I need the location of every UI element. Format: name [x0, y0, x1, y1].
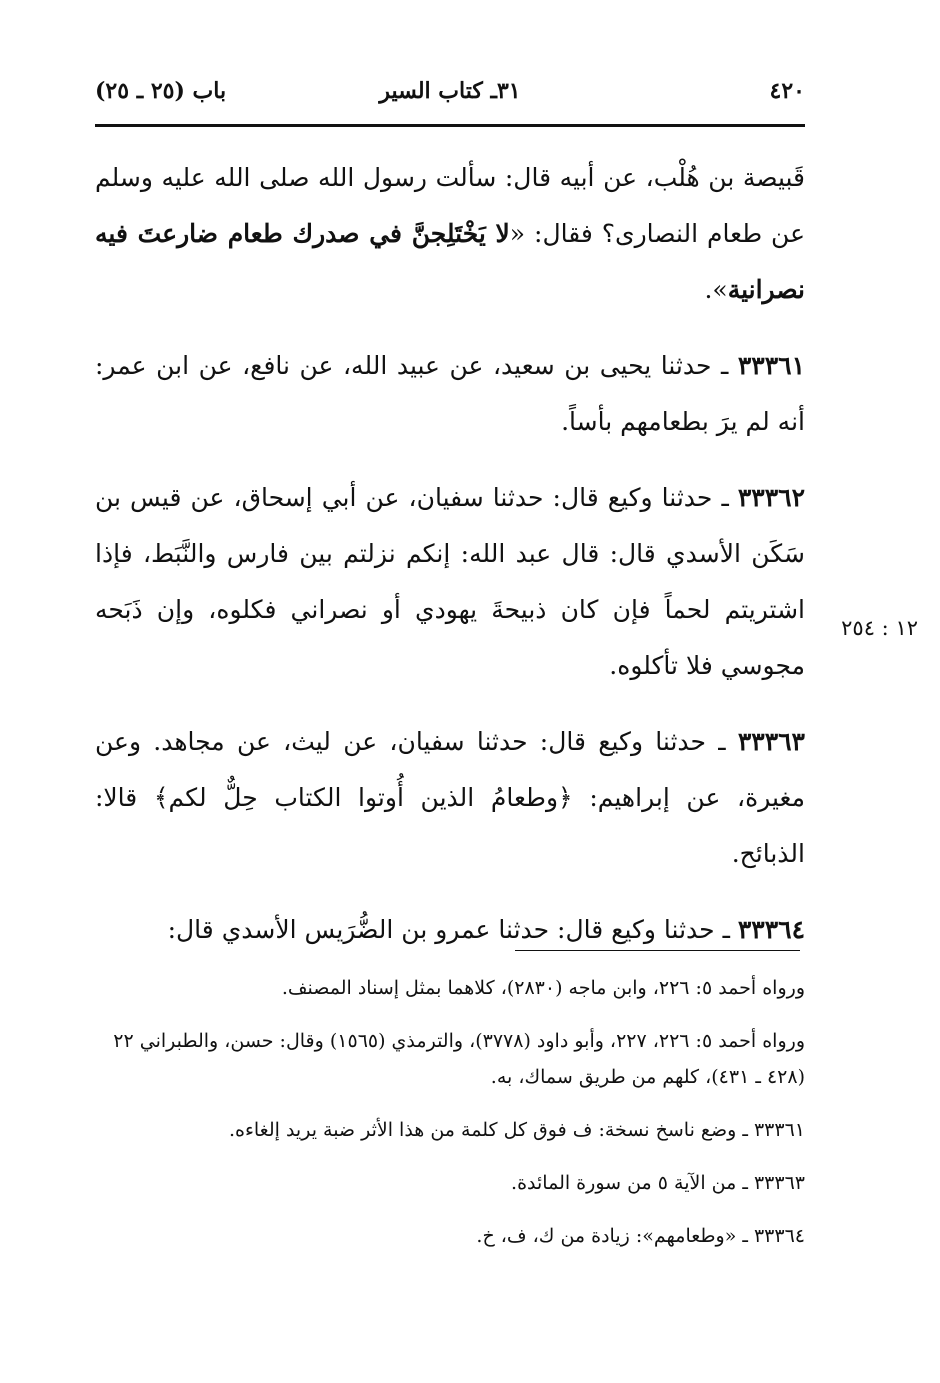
footnote: ٣٣٣٦١ ـ وضع ناسخ نسخة: ف فوق كل كلمة من هذا الأثر ضبة يريد إلغاءه. [228, 1119, 805, 1141]
footnote: ورواه أحمد ٥: ٢٢٦، ٢٢٧، وأبو داود (٣٧٧٨)، والترمذي (١٥٦٥) وقال: حسن، والطبراني ٢٢ (٤٢٨ ـ ٤٣١)، كلهم من طريق سماك، به. [113, 1030, 805, 1088]
paragraph-end: ». [704, 275, 728, 304]
main-text [95, 150, 805, 978]
page-number: ٤٢٠ [769, 78, 805, 104]
hadith-number: ٣٣٣٦٤ [737, 915, 805, 944]
footnotes [95, 970, 805, 1271]
header-rule [95, 124, 805, 127]
chapter-label: باب (٢٥ ـ ٢٥) [95, 78, 227, 104]
hadith-paragraph [95, 338, 805, 450]
footnote-separator [515, 950, 800, 951]
hadith-number: ٣٣٣٦١ [737, 351, 806, 380]
footnote: ٣٣٣٦٤ ـ «وطعامهم»: زيادة من ك، ف، خ. [476, 1225, 805, 1247]
footnote: ورواه أحمد ٥: ٢٢٦، وابن ماجه (٢٨٣٠)، كلاهما بمثل إسناد المصنف. [281, 977, 805, 999]
hadith-text: ـ حدثنا وكيع قال: حدثنا سفيان، عن أبي إسحاق، عن قيس بن سَكَن الأسدي قال: قال عبد الله: إنكم نزلتم بين فارس والنَّبَط، فإذا اشتريتم لحماً فإن كان ذبيحةَ يهودي أو نصراني فكلوه، وإن ذَبَحه مجوسي فلا تأكلوه. [95, 483, 805, 680]
margin-reference: ١٢ : ٢٥٤ [841, 616, 918, 640]
hadith-text: ـ حدثنا يحيى بن سعيد، عن عبيد الله، عن نافع، عن ابن عمر: أنه لم يرَ بطعامهم بأساً. [95, 351, 805, 436]
hadith-paragraph [95, 714, 805, 882]
page-header [95, 78, 805, 118]
hadith-text: ـ حدثنا وكيع قال: حدثنا سفيان، عن ليث، عن مجاهد. وعن مغيرة، عن إبراهيم: ﴿وطعامُ الذين أُوتوا الكتاب حِلٌّ لكم﴾ قالا: الذبائح. [95, 727, 805, 868]
hadith-number: ٣٣٣٦٣ [737, 727, 805, 756]
paragraph-continuation [95, 150, 805, 318]
hadith-number: ٣٣٣٦٢ [737, 483, 805, 512]
paragraph-text: قَبيصة بن هُلْب، عن أبيه قال: سألت رسول الله صلى الله عليه وسلم عن طعام النصارى؟ فقال: « [95, 163, 805, 248]
hadith-paragraph [95, 470, 805, 694]
hadith-quote: لا يَخْتَلِجنَّ في صدرك طعام ضارعتَ فيه نصرانية [95, 219, 805, 304]
book-title: ٣١ـ كتاب السير [379, 78, 521, 104]
hadith-text: ـ حدثنا وكيع قال: حدثنا عمرو بن الضُّرَيس الأسدي قال: [167, 915, 730, 944]
footnote: ٣٣٣٦٣ ـ من الآية ٥ من سورة المائدة. [511, 1172, 805, 1194]
